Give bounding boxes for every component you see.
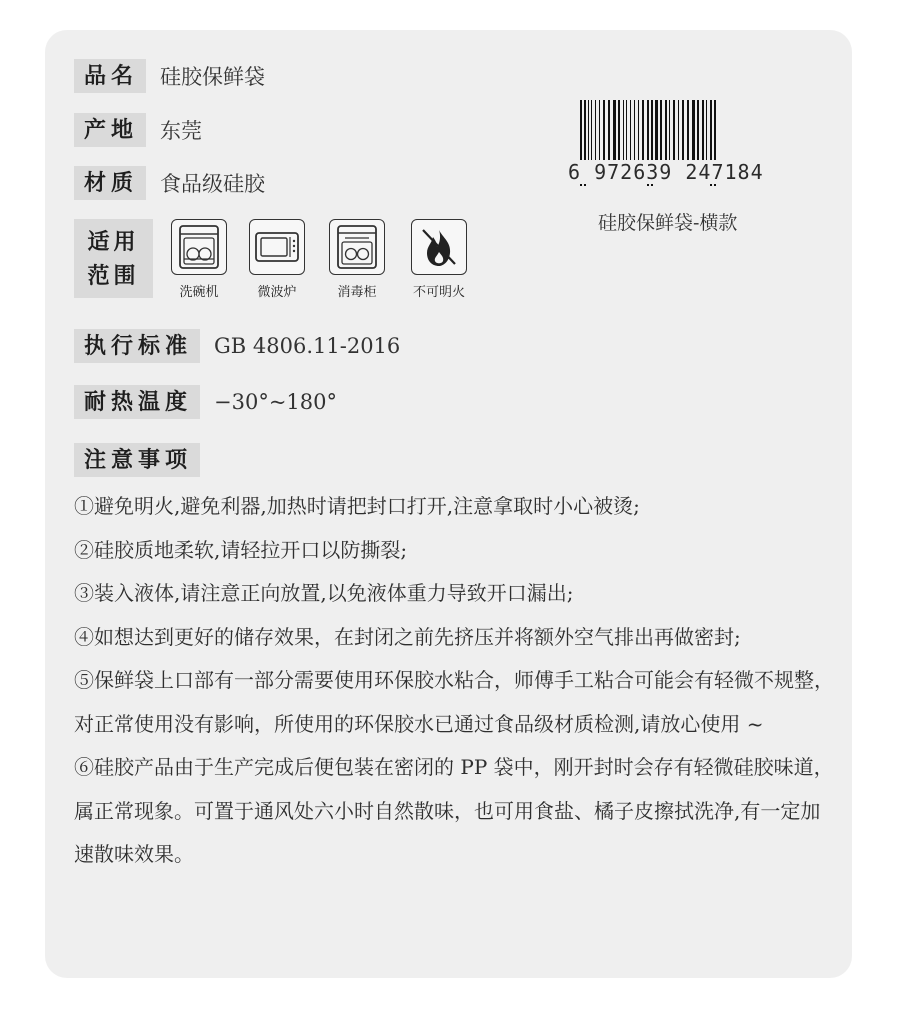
dishwasher-icon: [171, 219, 227, 275]
usage-label: 适用 范围: [74, 219, 153, 298]
note-item: ⑥硅胶产品由于生产完成后便包装在密闭的 PP 袋中，刚开封时会存有轻微硅胶味道，属正常现象。可置于通风处六小时自然散味，也可用食盐、橘子皮擦拭洗净,有一定加速散味效果。: [74, 755, 834, 866]
barcode-caption: 硅胶保鲜袋-横款: [598, 212, 738, 234]
notes-list: [74, 485, 834, 877]
note-item: ①避免明火,避免利器,加热时请把封口打开,注意拿取时小心被烫;: [74, 494, 640, 518]
note-item: ②硅胶质地柔软,请轻拉开口以防撕裂;: [74, 537, 408, 562]
temperature-label: 耐热温度: [74, 385, 200, 419]
barcode-number: 6 972639 247184: [568, 160, 798, 184]
notes-label: 注意事项: [74, 443, 200, 477]
material-value: 食品级硅胶: [160, 172, 266, 196]
material-row: [74, 166, 265, 200]
origin-row: [74, 113, 202, 147]
usage-caption: 消毒柜: [337, 285, 377, 300]
standard-label: 执行标准: [74, 329, 200, 363]
temperature-row: [74, 385, 337, 419]
usage-caption: 不可明火: [412, 285, 465, 300]
usage-caption: 洗碗机: [179, 285, 219, 300]
usage-dishwasher: [169, 219, 229, 300]
note-item: ④如想达到更好的储存效果，在封闭之前先挤压并将额外空气排出再做密封;: [74, 624, 741, 649]
usage-sterilizer: [327, 219, 387, 300]
usage-caption: 微波炉: [257, 285, 297, 300]
note-item: ⑤保鲜袋上口部有一部分需要使用环保胶水粘合，师傅手工粘合可能会有轻微不规整，对正常使用没有影响，所使用的环保胶水已通过食品级材质检测,请放心使用 ~: [74, 668, 834, 736]
standard-value: GB 4806.11-2016: [214, 334, 401, 358]
origin-value: 东莞: [160, 119, 203, 143]
temperature-value: −30°~180°: [214, 390, 338, 414]
material-label: 材质: [74, 166, 146, 200]
note-item: ③装入液体,请注意正向放置,以免液体重力导致开口漏出;: [74, 581, 574, 605]
no-open-flame-icon: [411, 219, 467, 275]
usage-microwave: [247, 219, 307, 300]
origin-label: 产地: [74, 113, 146, 147]
microwave-icon: [249, 219, 305, 275]
usage-no-flame: [409, 219, 469, 300]
name-value: 硅胶保鲜袋: [160, 65, 266, 89]
notes-heading-row: [74, 443, 200, 477]
standard-row: [74, 329, 400, 363]
sterilizer-cabinet-icon: [329, 219, 385, 275]
name-label: 品名: [74, 59, 146, 93]
name-row: [74, 59, 265, 93]
